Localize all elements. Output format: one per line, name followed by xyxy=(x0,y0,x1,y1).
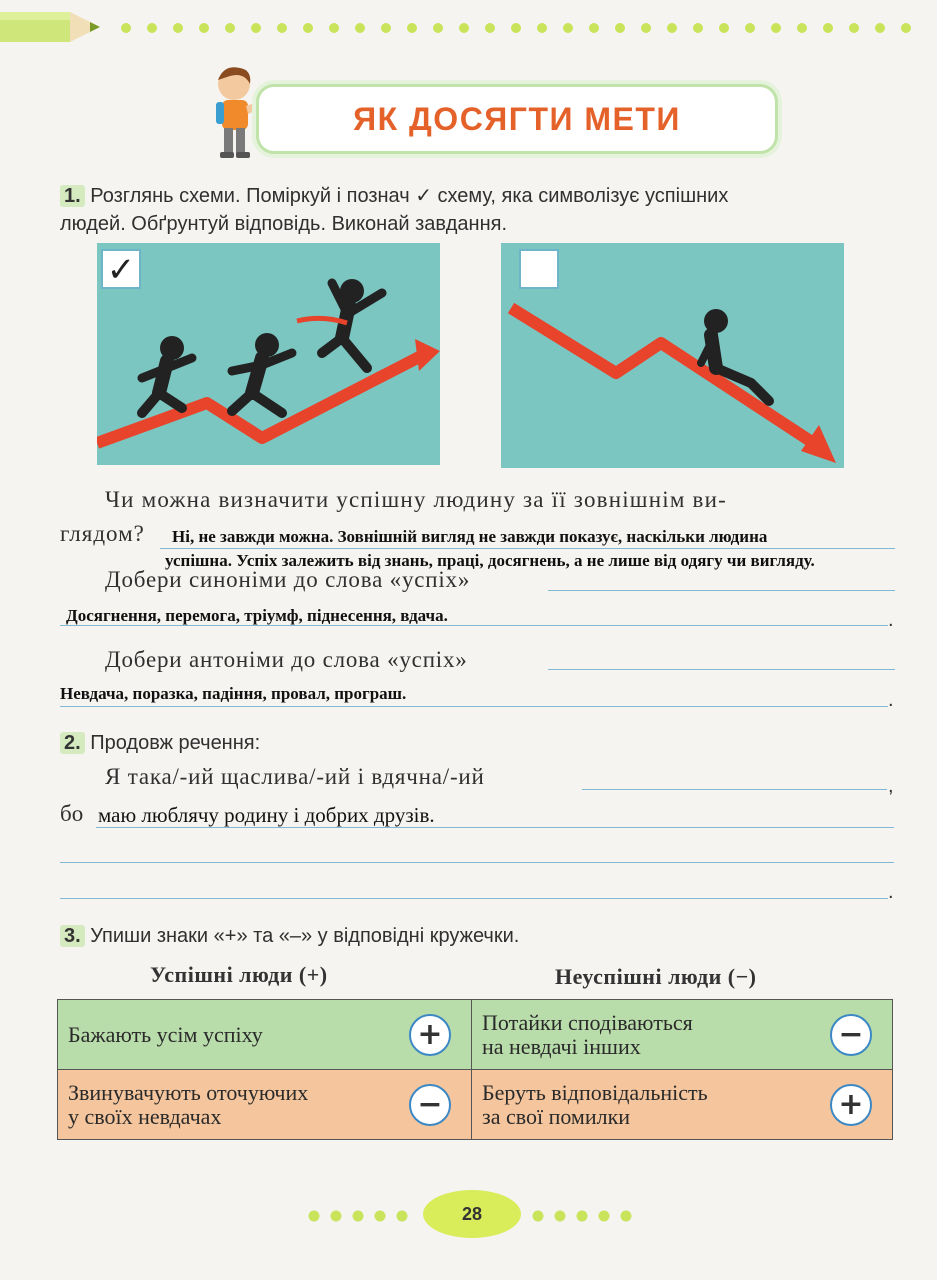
task2-text: Продовж речення: xyxy=(90,732,261,754)
question-line1: Чи можна визначити успішну людину за її зовнішнім ви- xyxy=(105,487,727,512)
task2-sentence-start: Я така/-ий щаслива/-ий і вдячна/-ий xyxy=(105,764,485,789)
task2-underline-4 xyxy=(60,898,888,899)
cell-text: Беруть відповідальність xyxy=(482,1079,708,1105)
answer-line2: успішна. Успіх залежить від знань, праці, досягнень, а не лише від одягу чи вигляду. xyxy=(165,551,815,570)
task2-instructions xyxy=(60,729,260,757)
task2-bo: бо xyxy=(60,801,84,826)
success-scheme-image xyxy=(97,243,440,465)
task1-text-line2: людей. Обґрунтуй відповідь. Виконай завдання. xyxy=(60,213,508,235)
task2-number: 2. xyxy=(60,732,85,754)
success-checkbox[interactable]: ✓ xyxy=(101,249,141,289)
task2-underline-3 xyxy=(60,862,894,863)
task2-comma: , xyxy=(888,775,894,797)
task2-dot: . xyxy=(888,881,894,903)
antonyms-prompt: Добери антоніми до слова «успіх» xyxy=(105,647,468,672)
cell-text: за свої помилки xyxy=(482,1103,631,1129)
answer-underline xyxy=(160,548,895,549)
cell-row1-right xyxy=(472,1000,893,1070)
pencil-icon xyxy=(0,8,104,46)
sign-circle[interactable]: + xyxy=(409,1014,451,1056)
task1-number: 1. xyxy=(60,185,85,207)
sign-circle[interactable]: − xyxy=(409,1084,451,1126)
cell-text: Потайки сподіваються xyxy=(482,1009,693,1035)
synonyms-underline-2 xyxy=(60,625,888,626)
page-title: ЯК ДОСЯГТИ МЕТИ xyxy=(256,84,778,154)
task2-underline-1 xyxy=(582,789,887,790)
cell-row2-left xyxy=(58,1070,472,1140)
dotted-decoration xyxy=(120,21,920,35)
table-row xyxy=(58,1070,893,1140)
header-unsuccessful: Неуспішні люди (−) xyxy=(555,964,757,989)
sign-circle[interactable]: + xyxy=(830,1084,872,1126)
cell-text: Бажають усім успіху xyxy=(68,1021,263,1047)
task1-text-line1: Розглянь схеми. Поміркуй і познач ✓ схему, яка символізує успішних xyxy=(90,185,729,207)
task3-number: 3. xyxy=(60,925,85,947)
header-successful: Успішні люди (+) xyxy=(150,962,328,987)
sign-circle[interactable]: − xyxy=(830,1014,872,1056)
synonyms-answer: Досягнення, перемога, тріумф, піднесення, вдача. xyxy=(66,606,448,625)
task2-answer: маю люблячу родину і добрих друзів. xyxy=(98,803,435,827)
synonyms-dot: . xyxy=(888,609,894,631)
task1-instructions xyxy=(60,182,910,238)
cell-row2-right xyxy=(472,1070,893,1140)
failure-checkbox[interactable] xyxy=(519,249,559,289)
task2-underline-2 xyxy=(96,827,894,828)
table-row xyxy=(58,1000,893,1070)
success-table xyxy=(57,999,893,1140)
synonyms-prompt: Добери синоніми до слова «успіх» xyxy=(105,567,471,592)
cell-text: Звинувачують оточуючих xyxy=(68,1079,309,1105)
antonyms-answer: Невдача, поразка, падіння, провал, програш. xyxy=(60,684,407,703)
answer-line1: Ні, не завжди можна. Зовнішній вигляд не завжди показує, наскільки людина xyxy=(172,527,768,546)
task3-text: Упиши знаки «+» та «–» у відповідні кружечки. xyxy=(90,925,520,947)
cell-text: у своїх невдачах xyxy=(68,1103,222,1129)
cell-text: на невдачі інших xyxy=(482,1033,641,1059)
antonyms-underline-1 xyxy=(548,669,895,670)
synonyms-underline-1 xyxy=(548,590,895,591)
question-line2: глядом? xyxy=(60,521,145,546)
page-number: 28 xyxy=(423,1190,521,1238)
failure-scheme-image xyxy=(501,243,844,468)
antonyms-dot: . xyxy=(888,689,894,711)
task3-instructions xyxy=(60,922,519,950)
antonyms-underline-2 xyxy=(60,706,888,707)
cell-row1-left xyxy=(58,1000,472,1070)
rising-arrow-icon xyxy=(97,243,440,465)
